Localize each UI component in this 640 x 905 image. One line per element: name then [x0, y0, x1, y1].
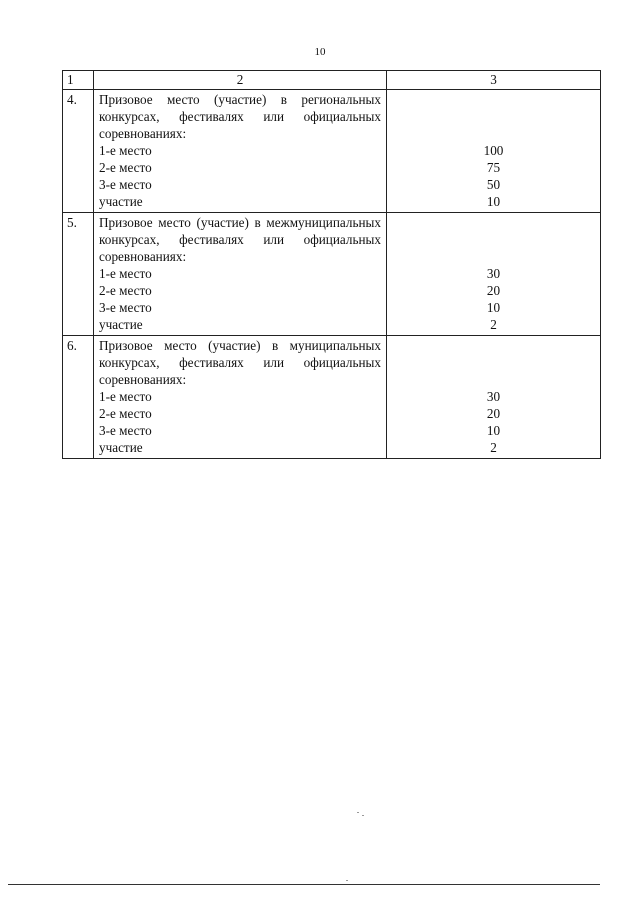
place-label: 3-е место — [99, 177, 152, 192]
place-label: участие — [99, 440, 143, 455]
points-value: 50 — [486, 177, 501, 192]
place-label: 1-е место — [99, 143, 152, 158]
value-spacer — [387, 214, 600, 265]
row-description: Призовое место (участие) в региональных конкурсах, фестивалях или официальных соревнованиях: — [99, 92, 381, 141]
points-value: 10 — [486, 423, 501, 438]
points-value: 2 — [490, 317, 497, 332]
place-label: 1-е место — [99, 389, 152, 404]
row-description-cell — [94, 336, 387, 459]
header-col-1: 1 — [63, 71, 94, 90]
row-description-cell — [94, 213, 387, 336]
row-values-cell — [387, 336, 601, 459]
row-number: 4. — [63, 90, 94, 213]
header-col-3: 3 — [387, 71, 601, 90]
header-col-2: 2 — [94, 71, 387, 90]
scan-artifact — [346, 880, 348, 881]
points-value: 100 — [483, 143, 504, 158]
place-label: 3-е место — [99, 300, 152, 315]
place-label: 1-е место — [99, 266, 152, 281]
scan-artifact — [362, 815, 364, 816]
row-description-cell — [94, 90, 387, 213]
row-description: Призовое место (участие) в межмуниципальных конкурсах, фестивалях или официальных соревнованиях: — [99, 215, 381, 264]
place-label: участие — [99, 317, 143, 332]
points-value: 30 — [486, 389, 501, 404]
table-header-row — [63, 71, 601, 90]
row-values-cell — [387, 90, 601, 213]
page-number: 10 — [314, 46, 326, 58]
points-value: 10 — [486, 300, 501, 315]
row-description: Призовое место (участие) в муниципальных конкурсах, фестивалях или официальных соревнованиях: — [99, 338, 381, 387]
place-label: 2-е место — [99, 160, 152, 175]
place-label: 2-е место — [99, 406, 152, 421]
points-table — [62, 70, 601, 459]
place-label: 2-е место — [99, 283, 152, 298]
points-value: 75 — [486, 160, 501, 175]
value-spacer — [387, 91, 600, 142]
row-number: 5. — [63, 213, 94, 336]
table-row — [63, 336, 601, 459]
points-value: 10 — [486, 194, 501, 209]
row-number: 6. — [63, 336, 94, 459]
points-value: 30 — [486, 266, 501, 281]
footer-rule — [8, 884, 600, 885]
points-value: 20 — [486, 406, 501, 421]
value-spacer — [387, 337, 600, 388]
place-label: 3-е место — [99, 423, 152, 438]
scan-artifact — [357, 812, 359, 813]
points-value: 20 — [486, 283, 501, 298]
points-value: 2 — [490, 440, 497, 455]
table-row — [63, 213, 601, 336]
place-label: участие — [99, 194, 143, 209]
row-values-cell — [387, 213, 601, 336]
table-row — [63, 90, 601, 213]
